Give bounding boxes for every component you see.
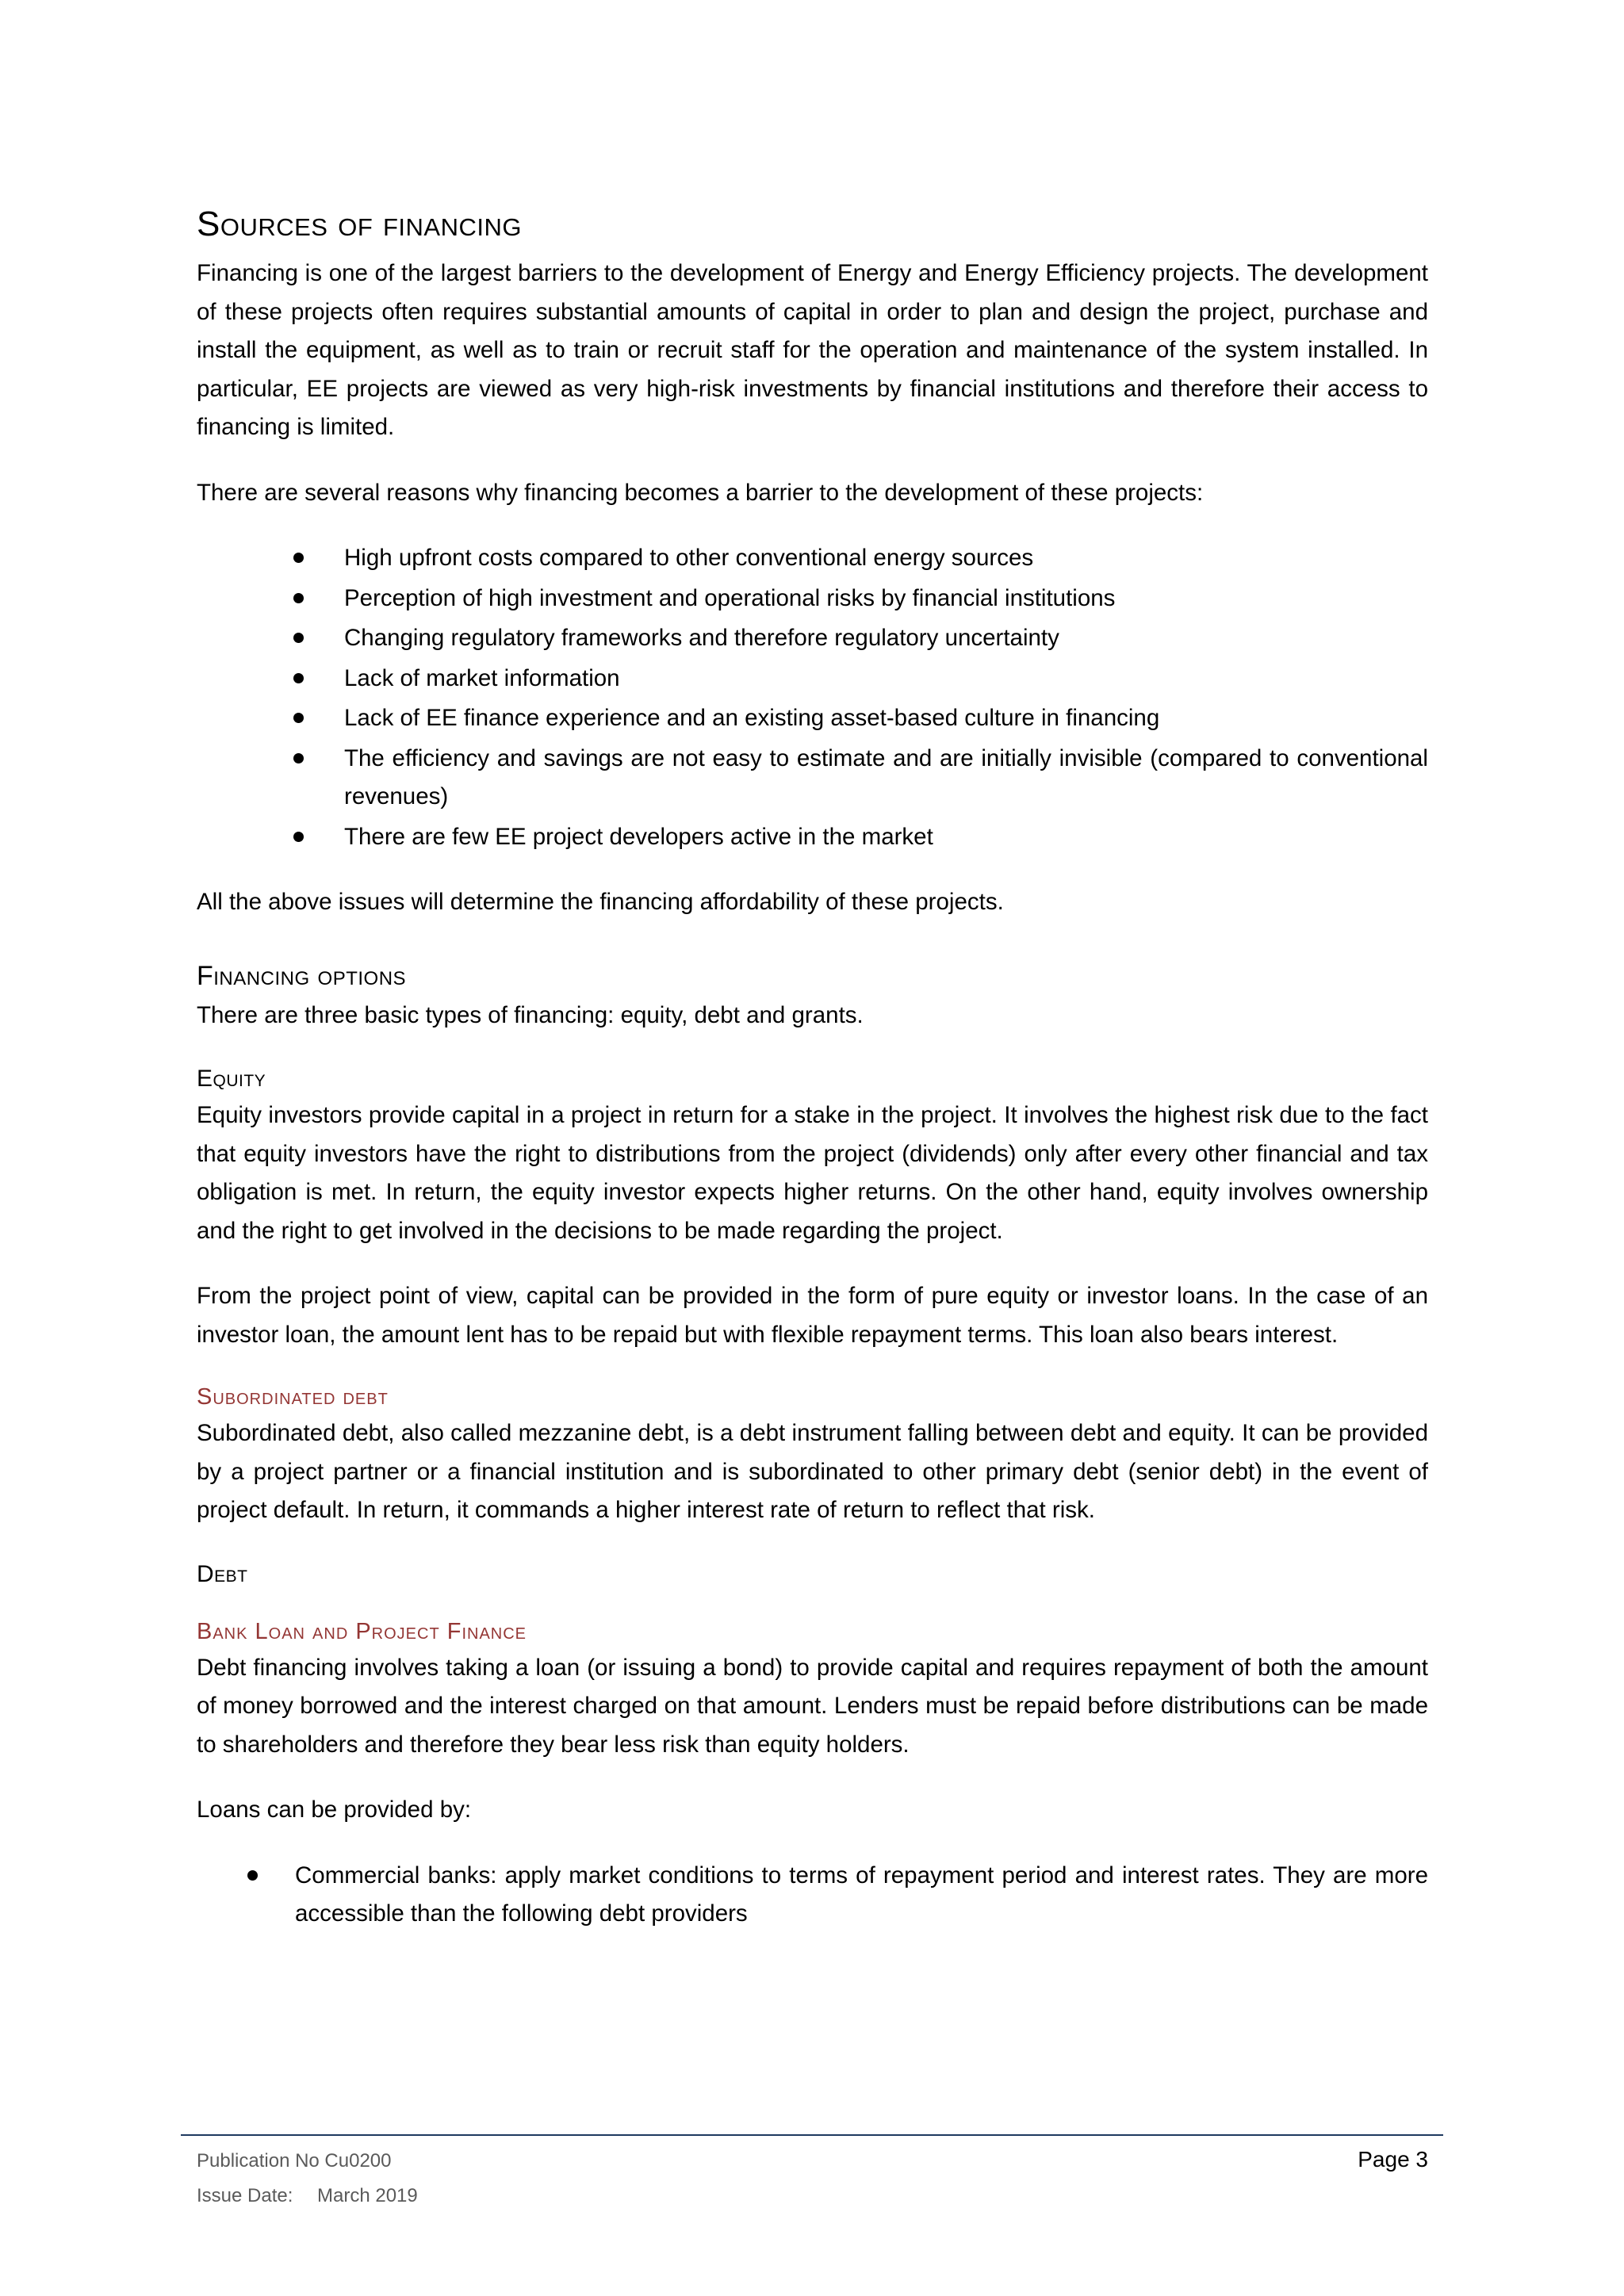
- bullet-icon: [293, 753, 304, 763]
- equity-heading: Equity: [197, 1066, 266, 1092]
- equity-paragraph-1: Equity investors provide capital in a project in return for a stake in the project. It involves the highest risk due to the fact that equity investors have the right to distributions from the project (dividends) only after every other financial and tax obligation is met. In return, the equity investor expects higher returns. On the other hand, equity involves ownership and the right to get involved in the decisions to be made regarding the project.: [197, 1102, 1428, 1244]
- debt-heading: Debt: [197, 1560, 248, 1587]
- issue-date-row: [197, 2179, 418, 2214]
- reasons-intro-paragraph: There are several reasons why financing becomes a barrier to the development of these projects:: [197, 479, 1204, 506]
- sources-conclusion-paragraph: All the above issues will determine the financing affordability of these projects.: [197, 889, 1004, 915]
- issue-date-value: March 2019: [317, 2185, 418, 2206]
- subordinated-debt-heading: Subordinated debt: [197, 1384, 389, 1410]
- page-content: [197, 202, 1428, 1961]
- bullet-icon: [293, 832, 304, 842]
- issue-date-label: Issue Date:: [197, 2185, 293, 2206]
- list-item: [197, 818, 1428, 857]
- list-item: [197, 740, 1428, 817]
- section-heading-financing-options: Financing options: [197, 960, 407, 991]
- list-item: [197, 699, 1428, 738]
- list-item: [197, 660, 1428, 698]
- page-number: Page 3: [1358, 2147, 1428, 2172]
- publication-number: Publication No Cu0200: [197, 2150, 392, 2172]
- footer-divider: [181, 2134, 1443, 2136]
- loans-intro-paragraph: Loans can be provided by:: [197, 1797, 472, 1823]
- list-item: [197, 580, 1428, 618]
- list-item-text: Lack of market information: [344, 664, 620, 691]
- section-heading-sources: Sources of financing: [197, 205, 522, 243]
- bullet-icon: [293, 593, 304, 603]
- list-item-text: Changing regulatory frameworks and therefore regulatory uncertainty: [344, 625, 1059, 651]
- bullet-icon: [293, 673, 304, 683]
- list-item: [197, 619, 1428, 658]
- list-item-text: The efficiency and savings are not easy to estimate and are initially invisible (compared to conventional revenues): [344, 744, 1428, 809]
- reasons-list: [197, 539, 1428, 856]
- footer-publication-info: [197, 2144, 418, 2214]
- list-item-text: Commercial banks: apply market conditions to terms of repayment period and interest rates. They are more accessible than the following debt providers: [295, 1862, 1428, 1927]
- bullet-icon: [293, 713, 304, 723]
- bullet-icon: [293, 553, 304, 563]
- bullet-icon: [247, 1870, 258, 1881]
- bank-loan-heading: Bank Loan and Project Finance: [197, 1618, 527, 1644]
- list-item-text: High upfront costs compared to other conventional energy sources: [344, 545, 1034, 571]
- financing-options-intro: There are three basic types of financing: equity, debt and grants.: [197, 1001, 864, 1028]
- list-item: [197, 539, 1428, 578]
- list-item-text: Perception of high investment and operational risks by financial institutions: [344, 584, 1116, 611]
- list-item: [197, 1857, 1428, 1934]
- list-item-text: Lack of EE finance experience and an existing asset-based culture in financing: [344, 705, 1160, 731]
- loan-providers-list: [197, 1857, 1428, 1934]
- sources-intro-paragraph: Financing is one of the largest barriers to the development of Energy and Energy Efficiency projects. The development of these projects often requires substantial amounts of capital in order to plan and design the project, purchase and install the equipment, as well as to train or recruit staff for the operation and maintenance of the system installed. In particular, EE projects are viewed as very high-risk investments by financial institutions and therefore their access to financing is limited.: [197, 260, 1428, 440]
- equity-paragraph-2: From the project point of view, capital can be provided in the form of pure equity or investor loans. In the case of an investor loan, the amount lent has to be repaid but with flexible repayment terms. This loan also bears interest.: [197, 1283, 1428, 1348]
- list-item-text: There are few EE project developers active in the market: [344, 823, 933, 850]
- bullet-icon: [293, 633, 304, 643]
- subordinated-debt-paragraph: Subordinated debt, also called mezzanine debt, is a debt instrument falling between debt and equity. It can be provided by a project partner or a financial institution and is subordinated to other primary debt (senior debt) in the event of project default. In return, it commands a higher interest rate of return to reflect that risk.: [197, 1420, 1428, 1523]
- debt-paragraph-1: Debt financing involves taking a loan (or issuing a bond) to provide capital and requires repayment of both the amount of money borrowed and the interest charged on that amount. Lenders must be repaid before distributions can be made to shareholders and therefore they bear less risk than equity holders.: [197, 1654, 1428, 1758]
